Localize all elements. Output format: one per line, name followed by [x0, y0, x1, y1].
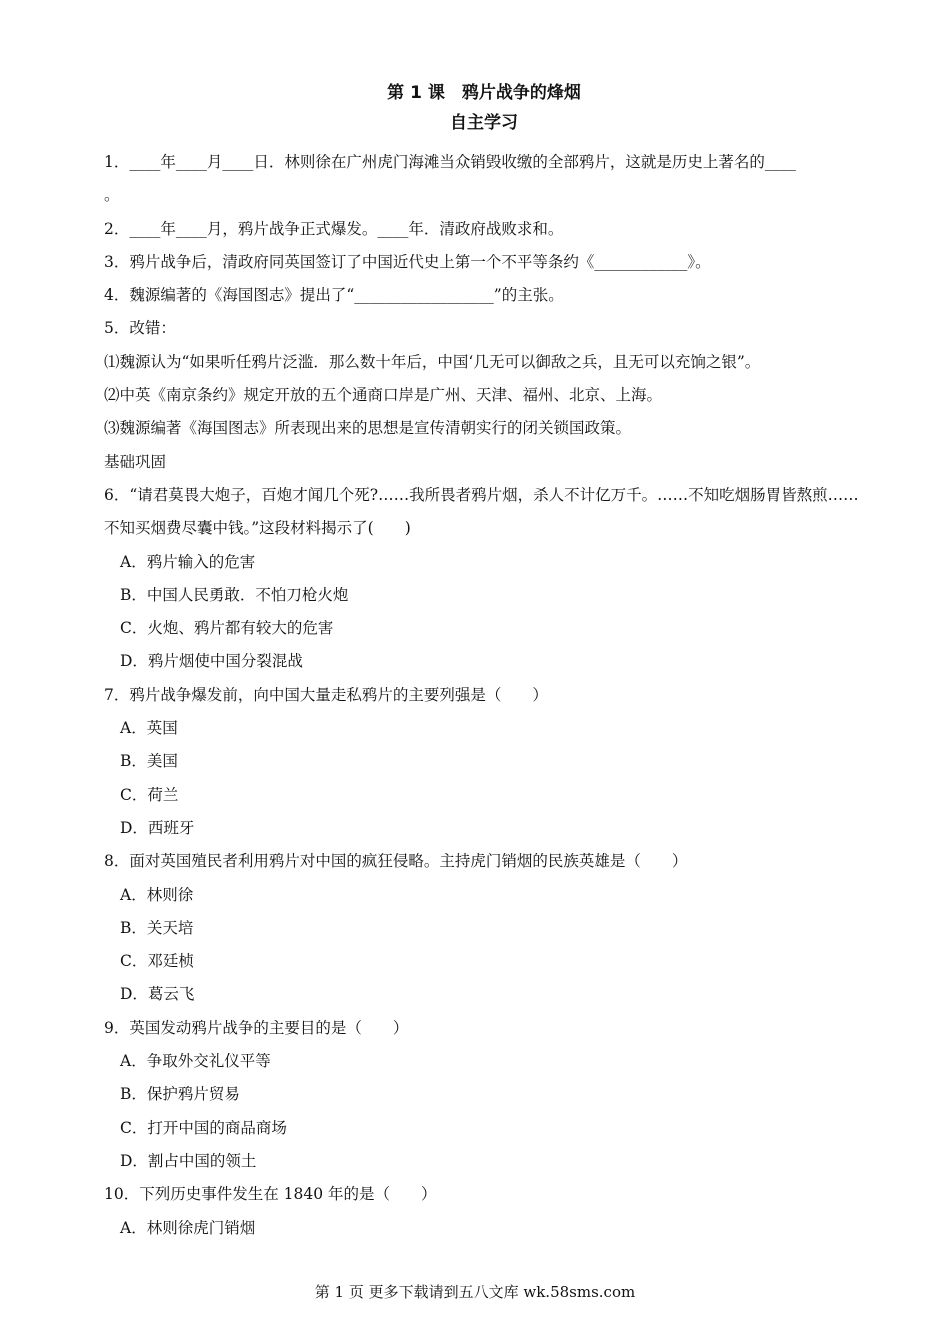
option-a: A．英国	[120, 719, 178, 738]
option-d: D．葛云飞	[120, 985, 195, 1004]
option-d: D．鸦片烟使中国分裂混战	[120, 652, 303, 671]
option-b: B．保护鸦片贸易	[120, 1085, 240, 1104]
document-page	[104, 78, 864, 1245]
option-c: C．邓廷桢	[120, 952, 194, 971]
option-c: C．荷兰	[120, 785, 179, 804]
option-b: B．中国人民勇敢．不怕刀枪火炮	[120, 585, 349, 604]
correction-heading: 5．改错：	[104, 319, 176, 338]
question-stem: 9．英国发动鸦片战争的主要目的是（ ）	[104, 1018, 409, 1037]
fill-blank-2: 2．____年____月，鸦片战争正式爆发。____年．清政府战败求和。	[104, 219, 564, 238]
fill-blank-1: 1．____年____月____日．林则徐在广州虎门海滩当众销毁收缴的全部鸦片，这就是历史上著名的____	[104, 153, 796, 171]
option-a: A．争取外交礼仪平等	[120, 1052, 271, 1071]
option-b: B．美国	[120, 752, 178, 771]
question-6	[104, 479, 864, 679]
correction-item-1: ⑴魏源认为“如果听任鸦片泛滥．那么数十年后，中国‘几无可以御敌之兵，且无可以充饷之银”。	[104, 352, 761, 371]
correction-item-3: ⑶魏源编著《海国图志》所表现出来的思想是宣传清朝实行的闭关锁国政策。	[104, 419, 632, 438]
section-heading-basic: 基础巩固	[104, 452, 167, 471]
option-a: A．鸦片输入的危害	[120, 552, 256, 571]
option-a: A．林则徐虎门销烟	[120, 1218, 256, 1237]
fill-blank-4: 4．魏源编著的《海国图志》提出了“__________________”的主张。	[104, 286, 564, 305]
section-heading-self-study: 自主学习	[450, 113, 518, 133]
question-stem: 10．下列历史事件发生在 1840 年的是（ ）	[104, 1185, 437, 1204]
question-7	[104, 679, 864, 845]
question-9	[104, 1012, 864, 1178]
page-footer: 第 1 页 更多下载请到五八文库 wk.58sms.com	[314, 1283, 636, 1301]
option-a: A．林则徐	[120, 885, 194, 904]
option-c: C．火炮、鸦片都有较大的危害	[120, 619, 334, 638]
option-c: C．打开中国的商品商场	[120, 1118, 287, 1137]
question-8	[104, 845, 864, 1011]
correction-item-2: ⑵中英《南京条约》规定开放的五个通商口岸是广州、天津、福州、北京、上海。	[104, 386, 663, 405]
fill-blank-1-continuation: 。	[104, 186, 120, 205]
self-study-section	[104, 146, 864, 446]
question-10	[104, 1178, 864, 1245]
question-stem: 6．“请君莫畏大炮子，百炮才闻几个死?……我所畏者鸦片烟，杀人不计亿万千。……不知吃烟肠胃皆熬煎……不知买烟费尽囊中钱。”这段材料揭示了( )	[104, 485, 859, 538]
page-title: 第 1 课 鸦片战争的烽烟	[387, 83, 581, 103]
option-d: D．割占中国的领土	[120, 1151, 257, 1170]
option-d: D．西班牙	[120, 818, 195, 837]
question-stem: 7．鸦片战争爆发前，向中国大量走私鸦片的主要列强是（ ）	[104, 685, 548, 704]
fill-blank-3: 3．鸦片战争后，清政府同英国签订了中国近代史上第一个不平等条约《____________》。	[104, 252, 711, 271]
option-b: B．关天培	[120, 918, 194, 937]
question-stem: 8．面对英国殖民者利用鸦片对中国的疯狂侵略。主持虎门销烟的民族英雄是（ ）	[104, 852, 688, 871]
